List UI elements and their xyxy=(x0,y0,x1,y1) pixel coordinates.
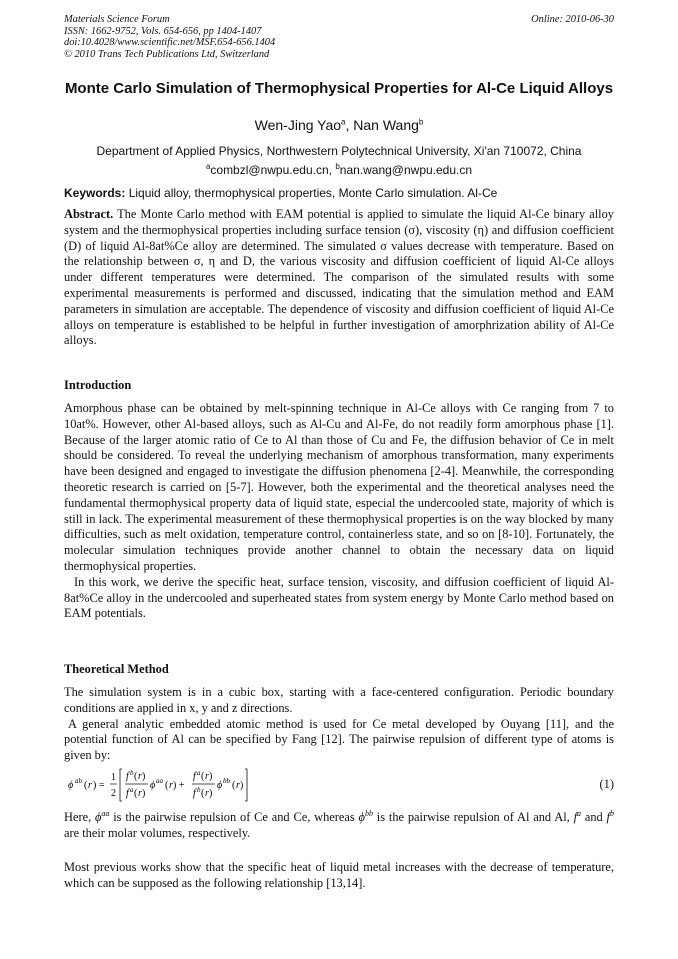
svg-text:f: f xyxy=(126,771,129,782)
abstract xyxy=(64,207,614,349)
author-2: Nan Wang xyxy=(353,117,419,133)
method-paragraph-3 xyxy=(64,806,614,842)
svg-text:r: r xyxy=(236,780,240,791)
svg-text:aa: aa xyxy=(156,777,163,785)
author-2-sup: b xyxy=(418,117,424,127)
issn: ISSN: 1662-9752, Vols. 654-656, pp 1404-1407 xyxy=(64,25,262,37)
email-line xyxy=(64,159,614,178)
journal-name: Materials Science Forum xyxy=(64,14,170,25)
equation-1-number: (1) xyxy=(599,777,614,791)
svg-text:r: r xyxy=(169,780,173,791)
svg-text:(: ( xyxy=(134,788,138,799)
author-1: Wen-Jing Yao xyxy=(254,117,342,133)
phi-aa-symbol: ϕ xyxy=(95,810,102,825)
keywords-text: Liquid alloy, thermophysical properties, Monte Carlo simulation. Al-Ce xyxy=(125,186,498,200)
paper-title: Monte Carlo Simulation of Thermophysical Properties for Al-Ce Liquid Alloys xyxy=(64,80,614,97)
introduction-body xyxy=(64,401,614,622)
f-b-sup: b xyxy=(610,809,614,818)
doi: doi:10.4028/www.scientific.net/MSF.654-656.1404 xyxy=(64,37,276,49)
svg-text:r: r xyxy=(138,788,142,799)
svg-text:(: ( xyxy=(84,780,88,791)
svg-text:ϕ: ϕ xyxy=(150,780,156,791)
svg-text:): ) xyxy=(209,788,213,799)
svg-text:ϕ: ϕ xyxy=(217,780,223,791)
method-paragraph-2: A general analytic embedded atomic method is used for Ce metal developed by Ouyang [11], and the potential function of Al can be specified by Fang [12]. The pairwise repulsion of different type of atoms is given by: xyxy=(64,716,614,763)
svg-text:(: ( xyxy=(201,788,205,799)
svg-text:): ) xyxy=(142,771,146,782)
svg-text:b: b xyxy=(197,786,201,794)
f-b-symbol: f xyxy=(606,810,610,825)
svg-text:) =: ) = xyxy=(93,780,105,791)
email-2: nan.wang@nwpu.edu.cn xyxy=(339,163,473,177)
svg-text:(: ( xyxy=(134,771,138,782)
method-paragraph-4: Most previous works show that the specific heat of liquid metal increases with the decrease of temperature, which can be supposed as the following relationship [13,14]. xyxy=(64,860,614,890)
introduction-paragraph-1: Amorphous phase can be obtained by melt-spinning technique in Al-Ce alloys with Ce ranging from 7 to 10at%. However, other Al-based alloys, such as Al-Cu and Al-Fe, do not readily form amorphous phase [1]. Because of the larger atomic ratio of Ce to Al than those of Cu and Fe, the diffusion behavior of Ce in melt should be considered. To reveal the underlying mechanism of amorphous transformation, many experiments have been designed and engaged to investigate the diffusion phenomena [2-4]. Meanwhile, the corresponding theoretic research is carried on [5-7]. However, both the experimental and the theoretical analyses need the fundamental thermophysical property data of liquid state, especial the undercooled state, majority of which is still in lack. The experimental measurement of these thermophysical properties is on the way blocked by many difficulties, such as melt oxidation, temperature control, containerless state, and so on [8-10]. Fortunately, the molecular simulation techniques provide another channel to obtain the necessary data on liquid thermophysical properties. xyxy=(64,401,614,573)
svg-text:): ) xyxy=(240,780,244,791)
p3-text-a: Here, xyxy=(64,810,95,825)
equation-1-formula xyxy=(68,765,278,805)
p3-text-c: is the pairwise repulsion of Al and Al, xyxy=(372,810,574,825)
author-line xyxy=(64,117,614,133)
svg-text:(: ( xyxy=(165,780,169,791)
svg-text:r: r xyxy=(205,788,209,799)
affiliation-line: Department of Applied Physics, Northwestern Polytechnical University, Xi'an 710072, China xyxy=(96,144,582,158)
abstract-label: Abstract. xyxy=(64,207,114,221)
svg-text:r: r xyxy=(88,780,92,791)
email-1-sup: a xyxy=(205,162,211,171)
equation-1 xyxy=(64,765,614,805)
author-separator: , xyxy=(345,117,354,133)
phi-aa-sup: aa xyxy=(101,809,110,818)
svg-text:bb: bb xyxy=(223,777,230,785)
svg-text:): ) xyxy=(142,788,146,799)
method-body-3 xyxy=(64,860,614,892)
svg-text:) +: ) + xyxy=(173,780,185,791)
svg-text:r: r xyxy=(138,771,142,782)
svg-text:1: 1 xyxy=(111,772,116,783)
svg-text:f: f xyxy=(193,788,196,799)
svg-text:2: 2 xyxy=(111,788,116,799)
svg-text:f: f xyxy=(126,788,129,799)
copyright: © 2010 Trans Tech Publications Ltd, Switzerland xyxy=(64,48,270,60)
method-body-2 xyxy=(64,806,614,842)
f-a-symbol: f xyxy=(573,810,578,825)
svg-text:(: ( xyxy=(201,771,205,782)
introduction-paragraph-2: In this work, we derive the specific heat, surface tension, viscosity, and diffusion coefficient of liquid Al-8at%Ce alloy in the undercooled and superheated states from system energy by Monte Carlo method based on EAM potentials. xyxy=(64,574,614,621)
svg-text:a: a xyxy=(130,786,134,794)
journal-header xyxy=(64,14,614,60)
introduction-heading: Introduction xyxy=(64,378,132,392)
svg-text:ab: ab xyxy=(75,777,82,785)
svg-text:f: f xyxy=(193,771,196,782)
f-a-sup: a xyxy=(577,809,582,818)
abstract-text: The Monte Carlo method with EAM potential is applied to simulate the liquid Al-Ce binary alloy system and the thermophysical properties including surface tension (σ), viscosity (η) and diffusion coefficient (D) of liquid Al-8at%Ce alloy are determined. The simulated σ values decrease with temperature. Based on the relationship between σ, η and D, the various viscosity and diffusion coefficient of liquid Al-Ce alloys under different temperatures were determined. The comparison of the simulated results with some experimental measurements is performed and discussed, indicating that the simulation method and EAM parameters in simulation are acceptable. The dependence of viscosity and diffusion coefficient of liquid Al-Ce alloys on temperature is established to be helpful in further investigation of amorphrization ability of Al-Ce alloys. xyxy=(64,207,614,348)
svg-text:): ) xyxy=(209,771,213,782)
email-1: combzl@nwpu.edu.cn xyxy=(210,163,329,177)
online-date: Online: 2010-06-30 xyxy=(531,14,614,25)
method-heading: Theoretical Method xyxy=(64,662,169,676)
affiliation xyxy=(64,144,614,178)
p3-text-b: is the pairwise repulsion of Ce and Ce, whereas xyxy=(109,810,359,825)
phi-bb-symbol: ϕ xyxy=(358,810,365,825)
svg-text:b: b xyxy=(130,769,134,777)
svg-text:r: r xyxy=(205,771,209,782)
svg-text:ϕ: ϕ xyxy=(68,780,74,791)
keywords xyxy=(64,186,614,200)
method-paragraph-1: The simulation system is in a cubic box, starting with a face-centered configuration. Periodic boundary conditions are applied in x, y and z directions. xyxy=(64,685,614,715)
author-1-sup: a xyxy=(341,117,346,127)
p3-text-d: are their molar volumes, respectively. xyxy=(64,825,251,840)
method-body xyxy=(64,685,614,764)
phi-bb-sup: bb xyxy=(364,809,373,818)
svg-text:a: a xyxy=(197,769,201,777)
email-separator: , xyxy=(328,163,336,177)
email-2-sup: b xyxy=(335,162,340,171)
p3-text-and: and xyxy=(581,810,607,825)
svg-text:(: ( xyxy=(232,780,236,791)
keywords-label: Keywords: xyxy=(64,186,126,200)
